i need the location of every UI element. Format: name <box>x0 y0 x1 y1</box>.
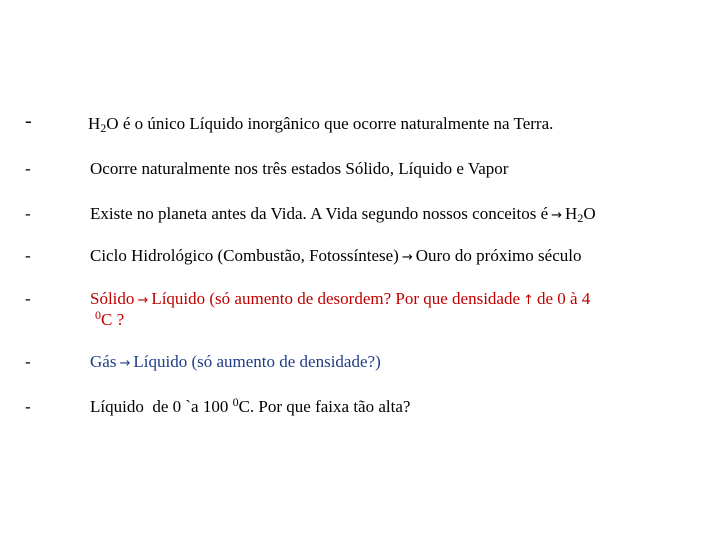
degree-superscript: 0 <box>95 308 101 322</box>
h2o-h: H <box>88 114 101 133</box>
right-arrow-icon: → <box>401 250 413 265</box>
bullet-text-before: Sólido <box>90 289 135 308</box>
bullet-dash: - <box>25 204 31 223</box>
bullet-text <box>90 352 700 374</box>
bullet-text-after: Ouro do próximo século <box>415 246 582 265</box>
h2o-o: O <box>583 204 596 223</box>
bullet-text <box>90 397 700 417</box>
bullet-text-before: Gás <box>90 352 117 371</box>
bullet-dash: - <box>25 159 31 178</box>
bullet-text-before: Líquido de 0 `a 100 <box>90 397 233 416</box>
bullet-text: Ocorre naturalmente nos três estados Sólido, Líquido e Vapor <box>90 159 509 178</box>
bullet-dash: - <box>25 246 31 265</box>
bullet-continuation-text: C ? <box>101 310 125 329</box>
right-arrow-icon: → <box>137 293 149 308</box>
bullet-dash: - <box>25 289 31 308</box>
h2o-subscript: 2 <box>577 211 584 225</box>
h2o-o: O <box>106 114 119 133</box>
bullet-text-after: Líquido (só aumento de densidade?) <box>133 352 381 371</box>
up-arrow-icon: ↑ <box>523 293 534 308</box>
bullet-text <box>90 246 700 268</box>
bullet-text <box>90 204 700 226</box>
bullet-text-continuation <box>95 310 124 330</box>
bullet-text-after: C. Por que faixa tão alta? <box>238 397 411 416</box>
bullet-text <box>88 114 698 134</box>
bullet-text-before: Ciclo Hidrológico (Combustão, Fotossíntese) <box>90 246 399 265</box>
bullet-text-after: de 0 à 4 <box>536 289 591 308</box>
bullet-dash: - <box>25 397 31 416</box>
bullet-text-body: é o único Líquido inorgânico que ocorre naturalmente na Terra. <box>118 114 554 133</box>
bullet-text-mid: Líquido (só aumento de desordem? Por que densidade <box>151 289 521 308</box>
bullet-dash: - <box>25 110 32 132</box>
h2o-h: H <box>565 204 578 223</box>
right-arrow-icon: → <box>119 356 131 371</box>
degree-superscript: 0 <box>232 395 239 409</box>
right-arrow-icon: → <box>551 208 563 223</box>
bullet-text <box>90 289 700 311</box>
bullet-text-before: Existe no planeta antes da Vida. A Vida segundo nossos conceitos é <box>90 204 549 223</box>
bullet-dash: - <box>25 352 31 371</box>
h2o-subscript: 2 <box>100 121 107 135</box>
